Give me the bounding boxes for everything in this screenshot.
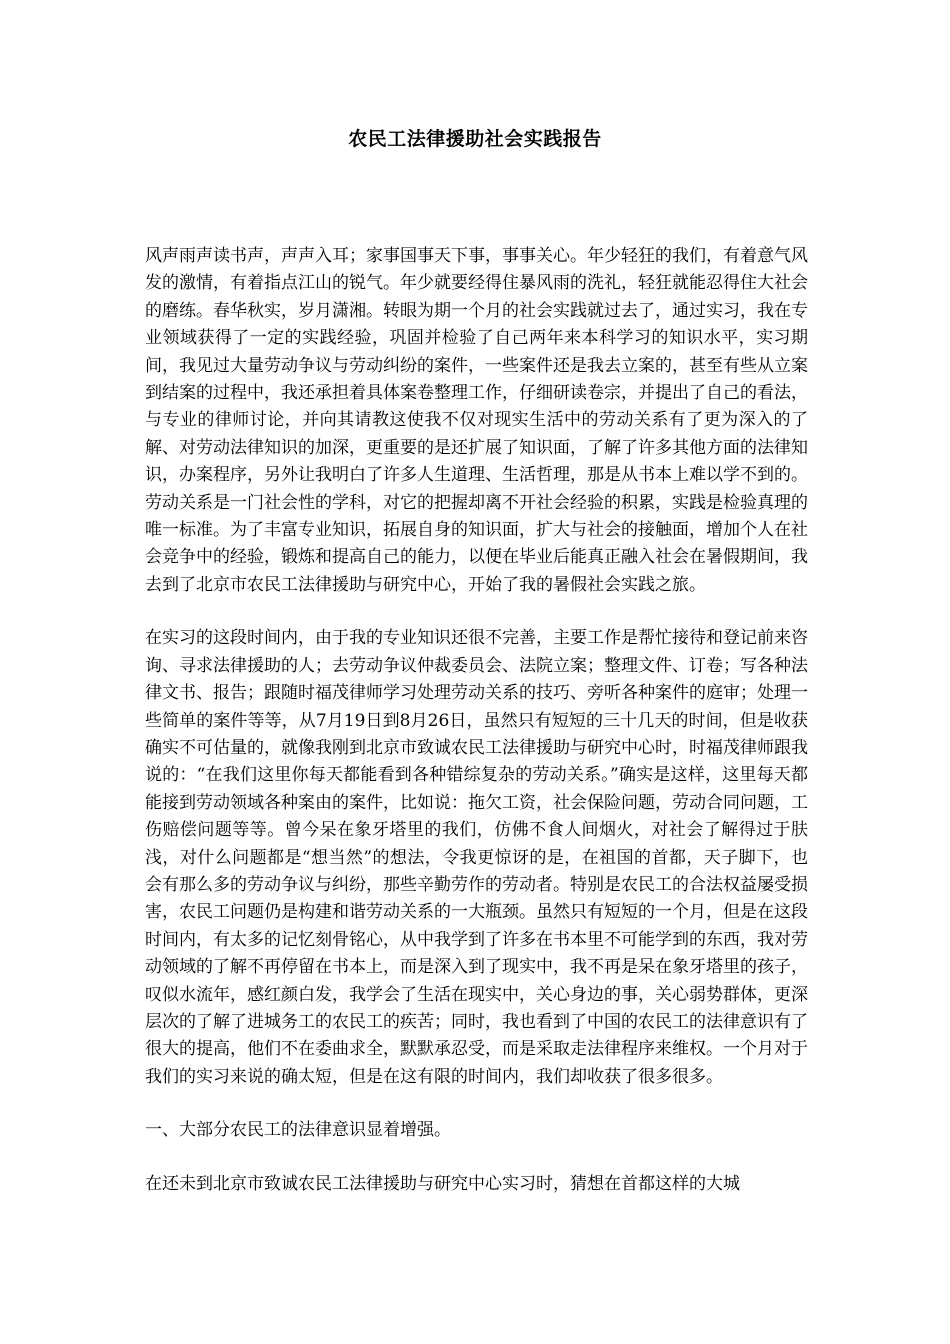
paragraph-internship: 在实习的这段时间内，由于我的专业知识还很不完善，主要工作是帮忙接待和登记前来咨询、寻求法律援助的人；去劳动争议仲裁委员会、法院立案；整理文件、订卷；写各种法律文书、报告；跟随时福茂律师学习处理劳动关系的技巧、旁听各种案件的庭审；处理一些简单的案件等等，从7月19日到8月26日，虽然只有短短的三十几天的时间，但是收获确实不可估量的，就像我刚到北京市致诚农民工法律援助与研究中心时，时福茂律师跟我说的：“在我们这里你每天都能看到各种错综复杂的劳动关系。”确实是这样，这里每天都能接到劳动领域各种案由的案件，比如说：拖欠工资，社会保险问题，劳动合同问题，工伤赔偿问题等等。曾今呆在象牙塔里的我们，仿佛不食人间烟火，对社会了解得过于肤浅，对什么问题都是“想当然”的想法，令我更惊讶的是，在祖国的首都，天子脚下，也会有那么多的劳动争议与纠纷，那些辛勤劳作的劳动者。特别是农民工的合法权益屡受损害，农民工问题仍是构建和谐劳动关系的一大瓶颈。虽然只有短短的一个月，但是在这段时间内，有太多的记忆刻骨铭心，从中我学到了许多在书本里不可能学到的东西，我对劳动领域的了解不再停留在书本上，而是深入到了现实中，我不再是呆在象牙塔里的孩子，叹似水流年，感红颜白发，我学会了生活在现实中，关心身边的事，关心弱势群体，更深层次的了解了进城务工的农民工的疾苦；同时，我也看到了中国的农民工的法律意识有了很大的提高，他们不在委曲求全，默默承忍受，而是采取走法律程序来维权。一个月对于我们的实习来说的确太短，但是在这有限的时间内，我们却收获了很多很多。 <box>145 628 808 1087</box>
document-body <box>145 243 808 1198</box>
section-heading-1: 一、大部分农民工的法律意识显着增强。 <box>145 1120 451 1141</box>
paragraph-intro: 风声雨声读书声，声声入耳；家事国事天下事，事事关心。年少轻狂的我们，有着意气风发的激情，有着指点江山的锐气。年少就要经得住暴风雨的洗礼，轻狂就能忍得住大社会的磨练。春华秋实，岁月潇湘。转眼为期一个月的社会实践就过去了，通过实习，我在专业领域获得了一定的实践经验，巩固并检验了自己两年来本科学习的知识水平，实习期间，我见过大量劳动争议与劳动纠纷的案件，一些案件还是我去立案的，甚至有些从立案到结案的过程中，我还承担着具体案卷整理工作，仔细研读卷宗，并提出了自己的看法，与专业的律师讨论，并向其请教这使我不仅对现实生活中的劳动关系有了更为深入的了解、对劳动法律知识的加深，更重要的是还扩展了知识面，了解了许多其他方面的法律知识，办案程序，另外让我明白了许多人生道理、生活哲理，那是从书本上难以学不到的。劳动关系是一门社会性的学科，对它的把握却离不开社会经验的积累，实践是检验真理的唯一标准。为了丰富专业知识，拓展自身的知识面，扩大与社会的接触面，增加个人在社会竞争中的经验，锻炼和提高自己的能力，以便在毕业后能真正融入社会在暑假期间，我去到了北京市农民工法律援助与研究中心，开始了我的暑假社会实践之旅。 <box>145 246 808 595</box>
document-title: 农民工法律援助社会实践报告 <box>348 128 602 150</box>
paragraph-section-1: 在还未到北京市致诚农民工法律援助与研究中心实习时，猜想在首都这样的大城 <box>145 1173 740 1194</box>
